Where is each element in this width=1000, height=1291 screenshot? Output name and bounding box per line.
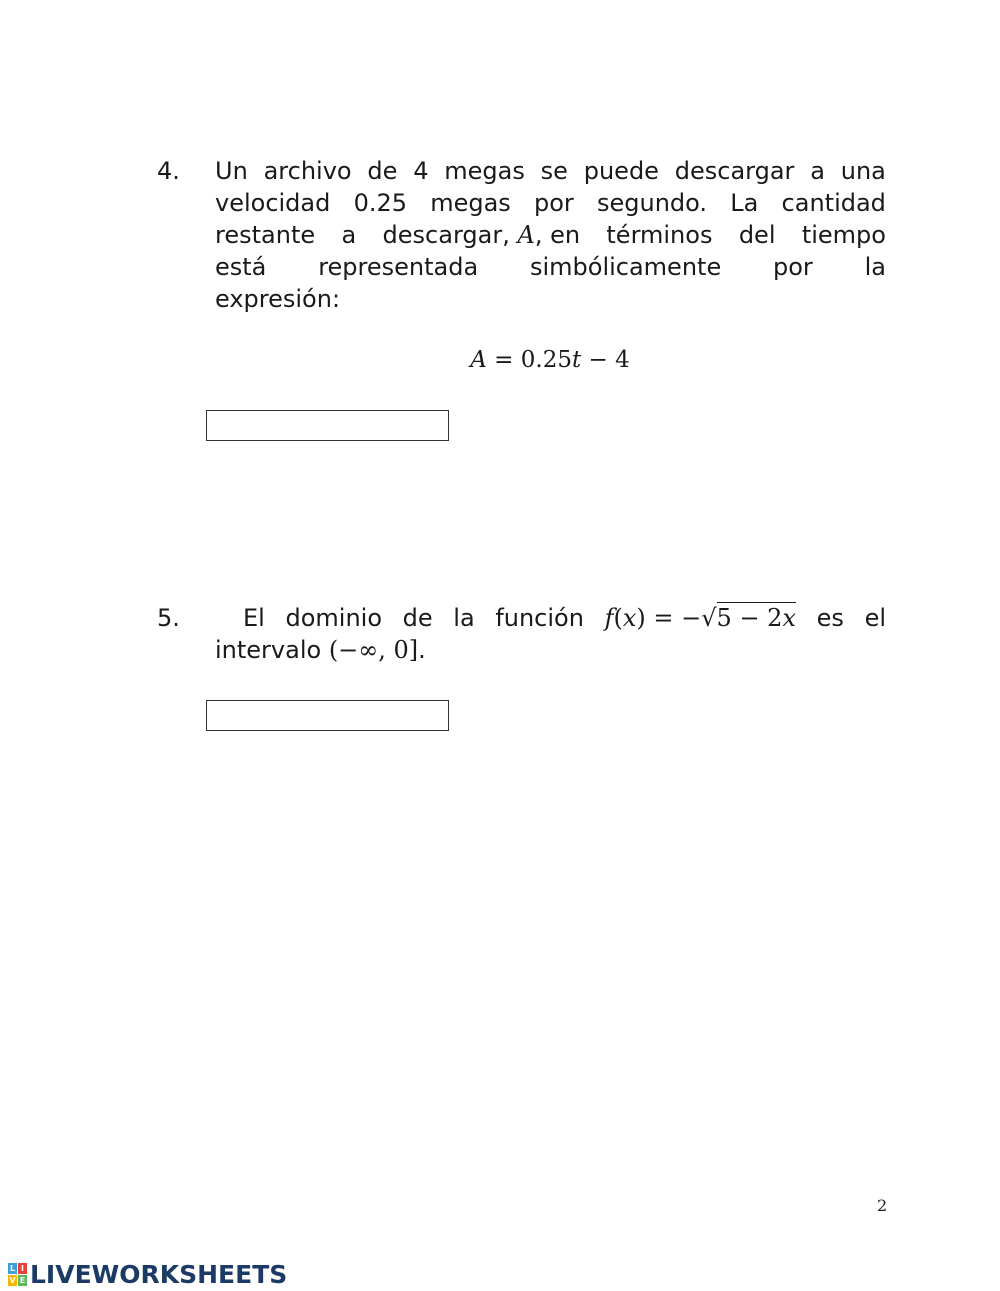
liveworksheets-logo xyxy=(8,1260,287,1288)
word: puede xyxy=(583,157,659,185)
word: del xyxy=(738,221,776,249)
question-number: 4. xyxy=(157,157,180,185)
word: de xyxy=(367,157,398,185)
logo-icon: L I V E xyxy=(9,1263,26,1285)
answer-input-4[interactable] xyxy=(206,410,449,441)
interval: (−∞, 0] xyxy=(328,636,419,664)
word: a xyxy=(810,157,825,185)
word: una xyxy=(840,157,886,185)
variable-a: A xyxy=(517,221,535,249)
question-5-line-2: intervalo (−∞, 0]. xyxy=(215,636,426,664)
word: segundo. xyxy=(597,189,708,217)
word: 0.25 xyxy=(353,189,407,217)
word: Un xyxy=(215,157,248,185)
word: dominio xyxy=(285,604,383,632)
word: el xyxy=(864,604,886,632)
word: de xyxy=(402,604,433,632)
word: está xyxy=(215,253,267,281)
word: representada xyxy=(318,253,479,281)
word: simbólicamente xyxy=(529,253,722,281)
page-number: 2 xyxy=(877,1196,888,1215)
word: función xyxy=(495,604,584,632)
word: descargar, A, en xyxy=(382,221,581,249)
question-number: 5. xyxy=(157,604,180,632)
word: El xyxy=(243,604,265,632)
word: 4 xyxy=(413,157,429,185)
word: es xyxy=(816,604,844,632)
word: megas xyxy=(444,157,525,185)
word: la xyxy=(864,253,886,281)
question-4-line-5: expresión: xyxy=(215,285,341,313)
brand-name: LIVEWORKSHEETS xyxy=(30,1259,288,1289)
function-expression: f(x) = −√5 − 2x xyxy=(604,604,796,632)
word: La xyxy=(730,189,759,217)
word: a xyxy=(341,221,357,249)
word: archivo xyxy=(263,157,352,185)
word: por xyxy=(773,253,813,281)
question-4-line-1 xyxy=(215,157,886,185)
answer-input-5[interactable] xyxy=(206,700,449,731)
word: cantidad xyxy=(781,189,886,217)
word: términos xyxy=(606,221,713,249)
equation: A = 0.25t − 4 xyxy=(470,347,630,373)
word: la xyxy=(453,604,475,632)
word: velocidad xyxy=(215,189,331,217)
word: restante xyxy=(215,221,316,249)
question-4-line-3 xyxy=(215,221,886,249)
word: tiempo xyxy=(801,221,886,249)
word: descargar xyxy=(674,157,795,185)
question-4-line-4 xyxy=(215,253,886,281)
word: por xyxy=(534,189,574,217)
question-4-line-2 xyxy=(215,189,886,217)
word: megas xyxy=(430,189,511,217)
question-5-line-1 xyxy=(243,604,886,632)
word: se xyxy=(540,157,568,185)
